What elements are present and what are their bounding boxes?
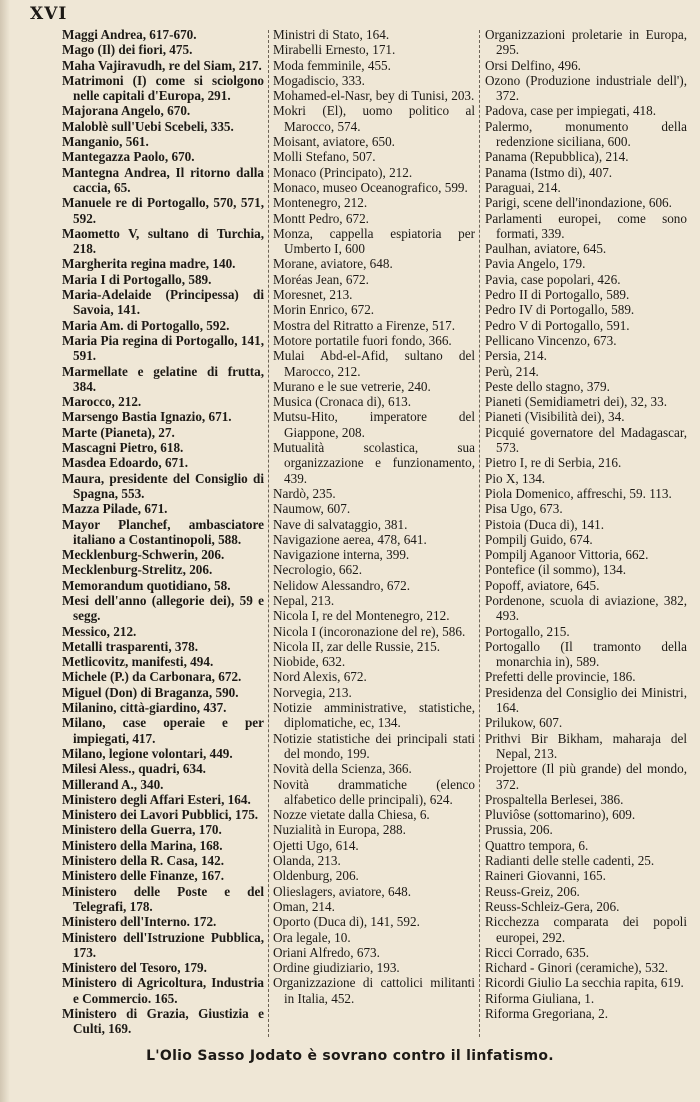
index-entry: Maria I di Portogallo, 589. (62, 271, 212, 287)
index-entry: Milano, legione volontari, 449. (62, 745, 233, 761)
index-entry: Persia, 214. (485, 348, 547, 364)
index-entry: Maometto V, sultano di Turchia, 218. (62, 225, 264, 257)
index-entry: Matrimoni (I) come si sciolgono nelle capitali d'Europa, 291. (62, 72, 264, 104)
index-entry: Ministero dei Lavori Pubblici, 175. (62, 807, 259, 823)
index-entry: Pedro V di Portogallo, 591. (485, 317, 630, 333)
index-entry: Oman, 214. (273, 898, 335, 914)
index-entry: Monaco, museo Oceanografico, 599. (273, 179, 468, 195)
index-entry: Palermo, monumento della redenzione siciliana, 600. (485, 118, 687, 150)
index-entry: Musica (Cronaca di), 613. (273, 394, 412, 410)
index-entry: Navigazione aerea, 478, 641. (273, 531, 427, 547)
index-entry: Manganio, 561. (62, 134, 149, 150)
index-entry: Maura, presidente del Consiglio di Spagna, 553. (62, 470, 264, 501)
index-entry: Ministero delle Finanze, 167. (62, 868, 225, 884)
index-entry: Ministero della Marina, 168. (62, 837, 223, 853)
index-entry: Ministero dell'Interno. 172. (62, 914, 217, 930)
index-entry: Pistoia (Duca di), 141. (485, 516, 605, 532)
index-entry: Metlicovitz, manifesti, 494. (62, 654, 214, 670)
index-entry: Prospaltella Berlesei, 386. (485, 791, 624, 807)
index-entry: Mutualità scolastica, sua organizzazione e funzionamento, 439. (273, 440, 475, 486)
index-entry: Miguel (Don) di Braganza, 590. (62, 684, 239, 700)
index-entry: Ministero dell'Istruzione Pubblica, 173. (62, 929, 264, 960)
index-entry: Popoff, aviatore, 645. (485, 577, 600, 593)
index-entry: Mulai Abd-el-Afid, sultano del Marocco, 212. (273, 348, 475, 379)
index-entry: Mecklenburg-Schwerin, 206. (62, 547, 225, 563)
index-entry: Mohamed-el-Nasr, bey di Tunisi, 203. (273, 88, 475, 104)
index-entry: Metalli trasparenti, 378. (62, 638, 199, 654)
index-entry: Nuzialità in Europa, 288. (273, 822, 406, 838)
index-entry: Panama (Repubblica), 214. (485, 149, 629, 165)
index-entry: Margherita regina madre, 140. (62, 256, 236, 272)
index-entry: Moréas Jean, 672. (273, 271, 369, 287)
index-entry: Nicola I (incoronazione del re), 586. (273, 623, 466, 639)
index-entry: Maggi Andrea, 617-670. (62, 27, 197, 42)
index-entry: Piola Domenico, affreschi, 59. 113. (485, 485, 672, 501)
column-divider (479, 30, 480, 1037)
index-entry: Moda femminile, 455. (273, 57, 391, 73)
index-entry: Paraguai, 214. (485, 179, 561, 195)
index-entry: Moresnet, 213. (273, 287, 353, 303)
index-entry: Monaco (Principato), 212. (273, 164, 413, 180)
index-entry: Montt Pedro, 672. (273, 210, 369, 226)
index-entry: Marmellate e gelatine di frutta, 384. (62, 363, 264, 394)
index-entry: Norvegia, 213. (273, 684, 352, 700)
index-entry: Paulhan, aviatore, 645. (485, 241, 607, 257)
page-fold-shadow (0, 0, 10, 1102)
index-entry: Ricci Corrado, 635. (485, 944, 590, 960)
index-entry: Prefetti delle provincie, 186. (485, 669, 636, 685)
index-entry: Olieslagers, aviatore, 648. (273, 883, 412, 899)
index-entry: Nicola I, re del Montenegro, 212. (273, 608, 450, 624)
index-entry: Messico, 212. (62, 623, 137, 639)
index-entry: Maha Vajiravudh, re del Siam, 217. (62, 57, 262, 73)
index-entry: Mayor Planchef, ambasciatore italiano a Costantinopoli, 588. (62, 516, 264, 547)
index-entry: Mascagni Pietro, 618. (62, 440, 184, 456)
index-entry: Pianeti (Semidiametri dei), 32, 33. (485, 394, 668, 410)
index-entry: Prilukow, 607. (485, 715, 563, 731)
index-entry: Mecklenburg-Strelitz, 206. (62, 562, 213, 578)
index-entry: Ozono (Produzione industriale dell'), 372. (485, 72, 687, 104)
index-entry: Pianeti (Visibilità dei), 34. (485, 409, 625, 425)
index-entry: Pisa Ugo, 673. (485, 501, 563, 517)
index-entry: Mago (Il) dei fiori, 475. (62, 42, 193, 58)
index-entry: Olanda, 213. (273, 853, 341, 869)
page-number: XVI (30, 4, 68, 24)
index-entry: Notizie statistiche dei principali stati del mondo, 199. (273, 730, 475, 761)
index-entry: Pontefice (il sommo), 134. (485, 562, 627, 578)
index-entry: Riforma Gregoriana, 2. (485, 1006, 609, 1021)
index-entry: Majorana Angelo, 670. (62, 103, 191, 119)
index-entry: Ricordi Giulio La secchia rapita, 619. (485, 975, 684, 991)
index-entry: Novità drammatiche (elenco alfabetico delle principali), 624. (273, 776, 475, 807)
index-entry: Reuss-Greiz, 206. (485, 883, 580, 899)
index-entry: Organizzazione di cattolici militanti in Italia, 452. (273, 975, 475, 1006)
index-entry: Ministero di Agricoltura, Industria e Commercio. 165. (62, 975, 264, 1006)
index-entry: Marocco, 212. (62, 394, 142, 410)
index-entry: Projettore (Il più grande) del mondo, 372. (485, 761, 687, 792)
index-entry: Pompilj Aganoor Vittoria, 662. (485, 547, 649, 563)
index-entry: Parlamenti europei, come sono formati, 339. (485, 210, 687, 241)
index-column-1 (62, 27, 264, 1037)
index-entry: Pedro II di Portogallo, 589. (485, 287, 630, 303)
index-entry: Quattro tempora, 6. (485, 837, 589, 853)
index-entry: Maloblè sull'Uebi Scebeli, 335. (62, 118, 234, 134)
index-entry: Pietro I, re di Serbia, 216. (485, 455, 622, 471)
index-entry: Nord Alexis, 672. (273, 669, 367, 685)
index-entry: Nicola II, zar delle Russie, 215. (273, 638, 440, 654)
index-entry: Necrologio, 662. (273, 562, 362, 578)
index-entry: Presidenza del Consiglio dei Ministri, 164. (485, 684, 687, 716)
index-entry: Oldenburg, 206. (273, 868, 359, 884)
index-column-3 (485, 27, 687, 1021)
index-entry: Milanino, città-giardino, 437. (62, 700, 227, 716)
index-entry: Pavia Angelo, 179. (485, 256, 586, 272)
index-entry: Marte (Pianeta), 27. (62, 424, 175, 440)
index-entry: Richard - Ginori (ceramiche), 532. (485, 960, 669, 976)
index-entry: Mantegna Andrea, Il ritorno dalla caccia, 65. (62, 164, 264, 195)
index-entry: Raineri Giovanni, 165. (485, 868, 606, 884)
index-entry: Mazza Pilade, 671. (62, 501, 168, 517)
index-entry: Milano, case operaie e per impiegati, 417. (62, 715, 264, 746)
index-entry: Montenegro, 212. (273, 195, 368, 211)
index-entry: Picquié governatore del Madagascar, 573. (485, 424, 687, 456)
index-entry: Ojetti Ugo, 614. (273, 837, 359, 853)
index-entry: Navigazione interna, 399. (273, 547, 410, 563)
index-entry: Ordine giudiziario, 193. (273, 960, 400, 976)
index-entry: Mutsu-Hito, imperatore del Giappone, 208. (273, 409, 475, 440)
index-entry: Radianti delle stelle cadenti, 25. (485, 853, 655, 869)
index-entry: Ministri di Stato, 164. (273, 27, 390, 42)
index-entry: Novità della Scienza, 366. (273, 761, 412, 777)
index-entry: Moisant, aviatore, 650. (273, 134, 395, 150)
index-entry: Maria-Adelaide (Principessa) di Savoia, 141. (62, 287, 264, 318)
index-entry: Morane, aviatore, 648. (273, 256, 393, 272)
index-entry: Nardò, 235. (273, 485, 336, 501)
index-entry: Portogallo, 215. (485, 623, 570, 639)
index-entry: Mogadiscio, 333. (273, 72, 365, 88)
index-entry: Masdea Edoardo, 671. (62, 455, 189, 471)
index-entry: Manuele re di Portogallo, 570, 571, 592. (62, 195, 264, 226)
index-entry: Oriani Alfredo, 673. (273, 944, 380, 960)
index-entry: Molli Stefano, 507. (273, 149, 376, 165)
index-entry: Nave di salvataggio, 381. (273, 516, 408, 532)
index-entry: Mostra del Ritratto a Firenze, 517. (273, 317, 456, 333)
index-entry: Parigi, scene dell'inondazione, 606. (485, 195, 672, 211)
index-entry: Riforma Giuliana, 1. (485, 990, 595, 1006)
advertisement-footer: L'Olio Sasso Jodato è sovrano contro il linfatismo. (146, 1048, 554, 1064)
index-entry: Ministero delle Poste e del Telegrafi, 178. (62, 883, 264, 914)
index-entry: Millerand A., 340. (62, 776, 164, 792)
index-entry: Pellicano Vincenzo, 673. (485, 332, 617, 348)
index-entry: Mantegazza Paolo, 670. (62, 149, 195, 165)
index-entry: Nepal, 213. (273, 592, 335, 608)
index-entry: Milesi Aless., quadri, 634. (62, 761, 206, 777)
index-entry: Maria Am. di Portogallo, 592. (62, 317, 230, 333)
index-entry: Ministero degli Affari Esteri, 164. (62, 791, 251, 807)
index-entry: Prithvi Bir Bikham, maharaja del Nepal, 213. (485, 730, 687, 761)
index-entry: Portogallo (Il tramonto della monarchia in), 589. (485, 638, 687, 670)
index-entry: Peste dello stagno, 379. (485, 378, 610, 394)
index-entry: Orsi Delfino, 496. (485, 57, 581, 73)
index-entry: Ministero della R. Casa, 142. (62, 853, 225, 869)
index-entry: Ministero di Grazia, Giustizia e Culti, 169. (62, 1006, 264, 1037)
index-entry: Monza, cappella espiatoria per Umberto I, 600 (273, 225, 475, 257)
index-entry: Morin Enrico, 672. (273, 302, 375, 318)
index-entry: Ministero della Guerra, 170. (62, 822, 222, 838)
index-entry: Naumow, 607. (273, 501, 351, 517)
index-entry: Organizzazioni proletarie in Europa, 295. (485, 27, 687, 58)
index-entry: Michele (P.) da Carbonara, 672. (62, 669, 242, 685)
index-entry: Pio X, 134. (485, 470, 546, 486)
column-divider (268, 30, 269, 1037)
index-entry: Pedro IV di Portogallo, 589. (485, 302, 635, 318)
index-entry: Ora legale, 10. (273, 929, 351, 945)
index-entry: Oporto (Duca di), 141, 592. (273, 914, 420, 930)
index-entry: Pavia, case popolari, 426. (485, 271, 621, 287)
index-entry: Reuss-Schleiz-Gera, 206. (485, 898, 620, 914)
index-entry: Motore portatile fuori fondo, 366. (273, 332, 452, 348)
index-entry: Pompilj Guido, 674. (485, 531, 593, 547)
index-entry: Mirabelli Ernesto, 171. (273, 42, 396, 58)
index-entry: Pluviôse (sottomarino), 609. (485, 807, 636, 823)
index-entry: Mesi dell'anno (allegorie dei), 59 e segg. (62, 592, 264, 624)
index-entry: Prussia, 206. (485, 822, 553, 838)
index-entry: Marsengo Bastia Ignazio, 671. (62, 409, 232, 425)
index-entry: Nelidow Alessandro, 672. (273, 577, 410, 593)
index-entry: Notizie amministrative, statistiche, diplomatiche, ec, 134. (273, 700, 475, 731)
index-entry: Nozze vietate dalla Chiesa, 6. (273, 807, 430, 823)
index-entry: Pordenone, scuola di aviazione, 382, 493. (485, 592, 687, 624)
index-entry: Ministero del Tesoro, 179. (62, 960, 207, 976)
index-entry: Memorandum quotidiano, 58. (62, 577, 231, 593)
index-entry: Padova, case per impiegati, 418. (485, 103, 657, 119)
index-column-2 (273, 27, 475, 1006)
index-entry: Mokri (El), uomo politico al Marocco, 574. (273, 103, 475, 134)
index-entry: Ricchezza comparata dei popoli europei, 292. (485, 914, 687, 945)
index-entry: Panama (Istmo di), 407. (485, 164, 613, 180)
index-entry: Murano e le sue vetrerie, 240. (273, 378, 431, 394)
index-entry: Maria Pia regina di Portogallo, 141, 591. (62, 332, 264, 364)
index-entry: Perù, 214. (485, 363, 539, 379)
index-entry: Niobide, 632. (273, 654, 346, 670)
